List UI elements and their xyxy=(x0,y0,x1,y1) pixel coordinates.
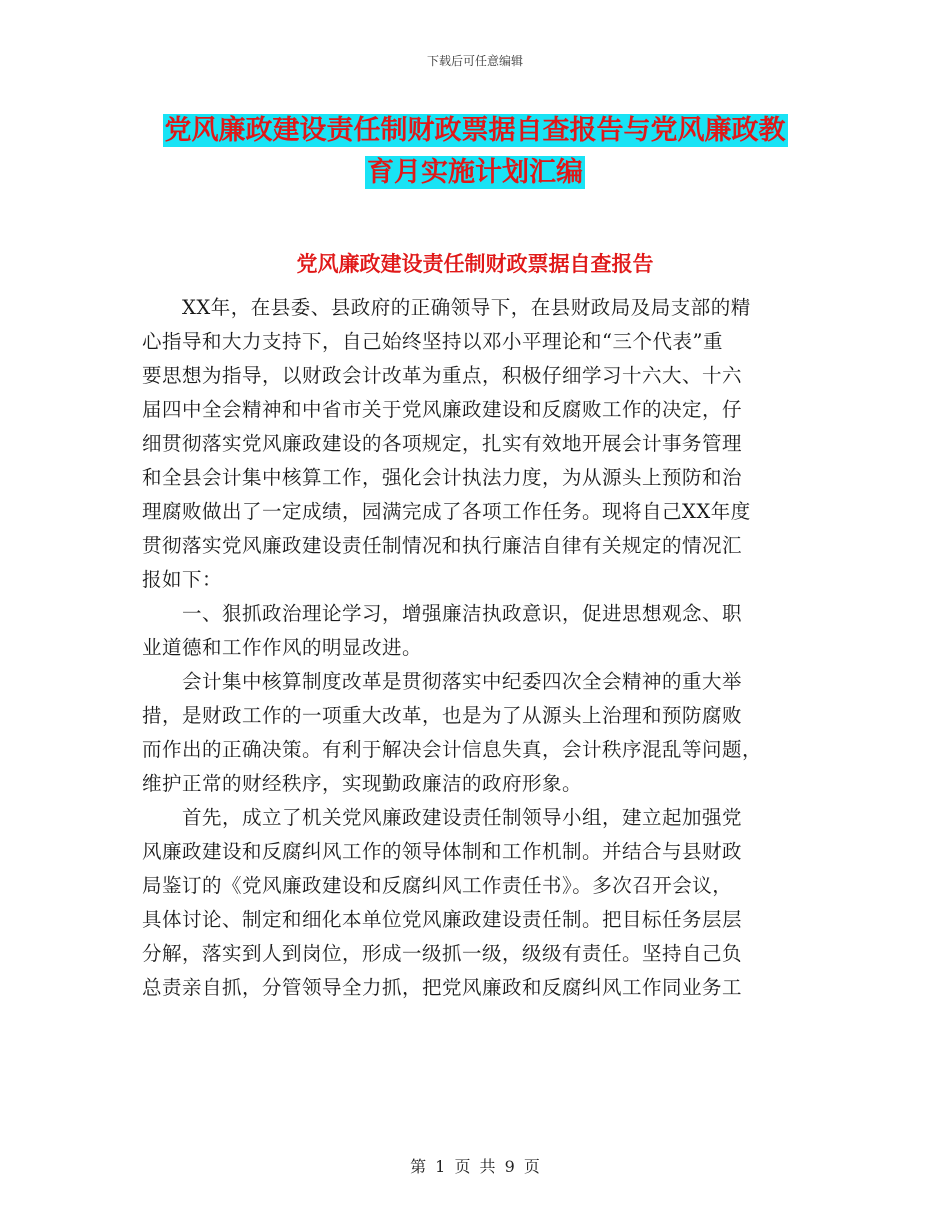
body-line: 措，是财政工作的一项重大改革，也是为了从源头上治理和预防腐败 xyxy=(142,704,743,727)
body-line: 风廉政建设和反腐纠风工作的领导体制和工作机制。并结合与县财政 xyxy=(142,840,743,863)
body-line: 总责亲自抓，分管领导全力抓，把党风廉政和反腐纠风工作同业务工 xyxy=(142,976,743,999)
document-title xyxy=(140,110,810,194)
body-line: 分解，落实到人到岗位，形成一级抓一级，级级有责任。坚持自己负 xyxy=(142,942,743,965)
body-text xyxy=(142,291,802,1005)
body-line: 具体讨论、制定和细化本单位党风廉政建设责任制。把目标任务层层 xyxy=(142,908,743,931)
body-line: 一、狠抓政治理论学习，增强廉洁执政意识，促进思想观念、职 xyxy=(182,602,743,625)
body-line: 报如下： xyxy=(142,568,223,591)
page-footer: 第 1 页 共 9 页 xyxy=(410,1157,540,1176)
body-line: 维护正常的财经秩序，实现勤政廉洁的政府形象。 xyxy=(142,772,583,795)
body-line: 要思想为指导，以财政会计改革为重点，积极仔细学习十六大、十六 xyxy=(142,364,743,387)
body-line: 而作出的正确决策。有利于解决会计信息失真，会计秩序混乱等问题， xyxy=(142,738,763,761)
title-line-1: 党风廉政建设责任制财政票据自查报告与党风廉政教 xyxy=(164,115,786,146)
body-line: 和全县会计集中核算工作，强化会计执法力度，为从源头上预防和治 xyxy=(142,466,743,489)
title-line-2: 育月实施计划汇编 xyxy=(367,157,583,188)
body-line: 首先，成立了机关党风廉政建设责任制领导小组，建立起加强党 xyxy=(182,806,743,829)
body-line: 会计集中核算制度改革是贯彻落实中纪委四次全会精神的重大举 xyxy=(182,670,743,693)
body-line: 局鉴订的《党风廉政建设和反腐纠风工作责任书》。多次召开会议， xyxy=(142,874,733,897)
body-line: XX年，在县委、县政府的正确领导下，在县财政局及局支部的精 xyxy=(182,296,751,319)
body-line: 业道德和工作作风的明显改进。 xyxy=(142,636,423,659)
body-line: 细贯彻落实党风廉政建设的各项规定，扎实有效地开展会计事务管理 xyxy=(142,432,743,455)
section-title: 党风廉政建设责任制财政票据自查报告 xyxy=(296,252,654,276)
page-header: 下载后可任意编辑 xyxy=(426,54,523,68)
body-line: 心指导和大力支持下，自己始终坚持以邓小平理论和“三个代表”重 xyxy=(142,330,723,353)
body-line: 贯彻落实党风廉政建设责任制情况和执行廉洁自律有关规定的情况汇 xyxy=(142,534,743,557)
body-line: 理腐败做出了一定成绩，园满完成了各项工作任务。现将自己XX年度 xyxy=(142,500,751,523)
body-line: 届四中全会精神和中省市关于党风廉政建设和反腐败工作的决定，仔 xyxy=(142,398,743,421)
